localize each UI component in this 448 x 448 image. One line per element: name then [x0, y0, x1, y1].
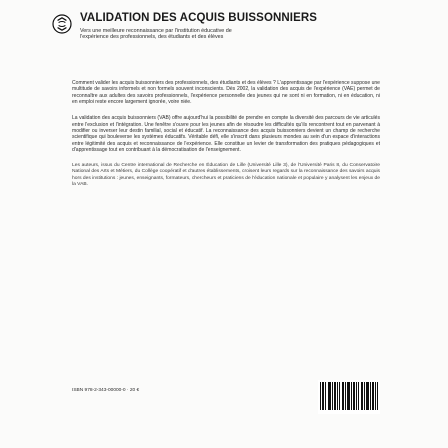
page-subtitle: Vers une meilleure reconnaissance par l'institution éducative de l'expérience des professionnels, des étudiants et des élèves [80, 28, 232, 41]
page-title: VALIDATION DES ACQUIS BUISSONNIERS [80, 12, 318, 24]
authors-paragraph: Les auteurs, issus du Centre international de Recherche en Éducation de Lille (Université Lille 3), de l'Université Paris 8, du Conservatoire National des Arts et Métiers, du Collège coopératif et d'autres établissements, croisent leurs regards sur la reconnaissance des savoirs acquis hors des institutions : jeunes, enseignants, formateurs, chercheurs et praticiens de l'éducation nationale et populaire y analysent les enjeux de la VAB. [72, 163, 380, 187]
header [72, 12, 380, 60]
circular-arrows-icon [52, 14, 72, 34]
footer [72, 380, 380, 414]
barcode-icon [318, 380, 380, 414]
footer-caption: ISBN 978-2-343-00000-0 · 20 € [72, 388, 140, 393]
main-paragraph: La validation des acquis buissonniers (VAB) offre aujourd'hui la possibilité de prendre en compte la diversité des parcours de vie articulés entre l'exclusion et l'intégration. Une fenêtre s'ouvre pour les jeunes afin de résoudre les difficultés qu'ils rencontrent tout en parvenant à modifier ou inverser leur destin familial, social et éducatif. La reconnaissance des acquis buissonniers devient un champ de recherche scientifique qui bouleverse les systèmes éducatifs. Véritable défi, elle s'inscrit dans plusieurs mondes au sein d'un espace d'interactions entre légitimité des acquis et reconnaissance de l'expérience. Elle constitue un levier de transformation des pratiques pédagogiques et d'apprentissage tout en contribuant à la démocratisation de l'enseignement. [72, 115, 380, 154]
intro-paragraph: Comment valider les acquis buissonniers des professionnels, des étudiants et des élèves ? L'apprentissage par l'expérience suppose une multitude de savoirs informels et non formels souvent inconscients. Dès 2002, la validation des acquis de l'expérience (VAE) permet de reconnaître aux adultes des savoirs professionnels, l'expérience personnelle des jeunes qui ne sont ni en formation, ni en éducation, ni en emploi reste encore largement ignorée, voire niée. [72, 80, 380, 106]
